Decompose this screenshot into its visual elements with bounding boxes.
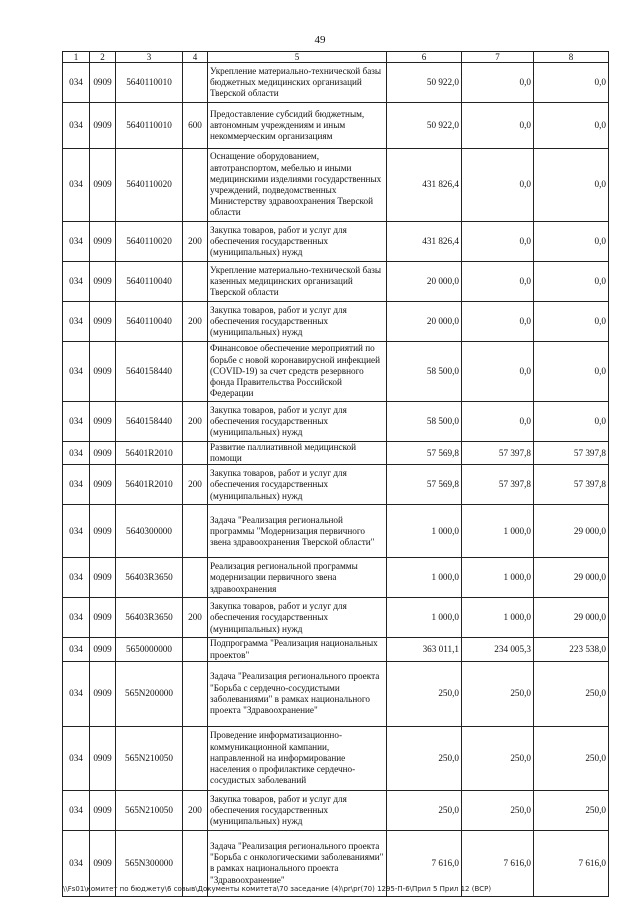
amount-cell: 250,0 (387, 661, 462, 726)
ministry-code-cell: 034 (63, 830, 90, 896)
amount-cell: 0,0 (534, 222, 609, 262)
amount-cell: 29 000,0 (534, 598, 609, 638)
amount-cell: 1 000,0 (387, 505, 462, 558)
amount-cell: 57 397,8 (462, 442, 534, 465)
table-row (63, 558, 609, 598)
description-cell: Задача "Реализация регионального проекта "Борьба с онкологическими заболеваниями" в рамках национального проекта "Здравоохранение" (208, 830, 387, 896)
expense-type-cell (183, 342, 208, 402)
amount-cell: 50 922,0 (387, 103, 462, 149)
column-header: 5 (208, 52, 387, 63)
amount-cell: 0,0 (534, 103, 609, 149)
amount-cell: 57 397,8 (462, 465, 534, 505)
ministry-code-cell: 034 (63, 790, 90, 830)
table-row (63, 465, 609, 505)
amount-cell: 0,0 (462, 342, 534, 402)
description-cell: Подпрограмма "Реализация национальных проектов" (208, 638, 387, 661)
column-header: 4 (183, 52, 208, 63)
table-header-row (63, 52, 609, 63)
table-row (63, 149, 609, 222)
section-code-cell: 0909 (90, 402, 116, 442)
ministry-code-cell: 034 (63, 262, 90, 302)
amount-cell: 29 000,0 (534, 505, 609, 558)
target-article-cell: 56403R3650 (116, 598, 183, 638)
description-cell: Укрепление материально-технической базы казенных медицинских организаций Тверской области (208, 262, 387, 302)
section-code-cell: 0909 (90, 505, 116, 558)
amount-cell: 0,0 (534, 262, 609, 302)
expense-type-cell: 200 (183, 302, 208, 342)
amount-cell: 0,0 (534, 342, 609, 402)
target-article-cell: 5640110040 (116, 302, 183, 342)
ministry-code-cell: 034 (63, 103, 90, 149)
amount-cell: 234 005,3 (462, 638, 534, 661)
amount-cell: 250,0 (462, 790, 534, 830)
description-cell: Закупка товаров, работ и услуг для обеспечения государственных (муниципальных) нужд (208, 790, 387, 830)
section-code-cell: 0909 (90, 342, 116, 402)
section-code-cell: 0909 (90, 726, 116, 790)
target-article-cell: 5640110040 (116, 262, 183, 302)
ministry-code-cell: 034 (63, 63, 90, 103)
ministry-code-cell: 034 (63, 149, 90, 222)
ministry-code-cell: 034 (63, 726, 90, 790)
amount-cell: 1 000,0 (462, 558, 534, 598)
column-header: 8 (534, 52, 609, 63)
section-code-cell: 0909 (90, 638, 116, 661)
section-code-cell: 0909 (90, 830, 116, 896)
amount-cell: 363 011,1 (387, 638, 462, 661)
amount-cell: 20 000,0 (387, 302, 462, 342)
amount-cell: 0,0 (534, 302, 609, 342)
target-article-cell: 565N200000 (116, 661, 183, 726)
target-article-cell: 5640110010 (116, 103, 183, 149)
expense-type-cell (183, 558, 208, 598)
expense-type-cell: 200 (183, 465, 208, 505)
section-code-cell: 0909 (90, 442, 116, 465)
amount-cell: 50 922,0 (387, 63, 462, 103)
amount-cell: 57 569,8 (387, 442, 462, 465)
amount-cell: 57 569,8 (387, 465, 462, 505)
target-article-cell: 5640110010 (116, 63, 183, 103)
expense-type-cell (183, 661, 208, 726)
amount-cell: 0,0 (534, 63, 609, 103)
section-code-cell: 0909 (90, 103, 116, 149)
ministry-code-cell: 034 (63, 558, 90, 598)
amount-cell: 250,0 (534, 726, 609, 790)
target-article-cell: 56401R2010 (116, 442, 183, 465)
expense-type-cell: 200 (183, 222, 208, 262)
amount-cell: 57 397,8 (534, 465, 609, 505)
amount-cell: 223 538,0 (534, 638, 609, 661)
ministry-code-cell: 034 (63, 465, 90, 505)
amount-cell: 250,0 (387, 726, 462, 790)
amount-cell: 0,0 (462, 149, 534, 222)
amount-cell: 1 000,0 (462, 598, 534, 638)
table-body (63, 63, 609, 897)
amount-cell: 0,0 (462, 103, 534, 149)
expense-type-cell (183, 638, 208, 661)
table-row (63, 598, 609, 638)
amount-cell: 57 397,8 (534, 442, 609, 465)
amount-cell: 0,0 (534, 149, 609, 222)
target-article-cell: 56403R3650 (116, 558, 183, 598)
amount-cell: 7 616,0 (462, 830, 534, 896)
amount-cell: 431 826,4 (387, 222, 462, 262)
ministry-code-cell: 034 (63, 342, 90, 402)
description-cell: Финансовое обеспечение мероприятий по борьбе с новой коронавирусной инфекцией (COVID-19) за счет средств резервного фонда Правительства Российской Федерации (208, 342, 387, 402)
description-cell: Реализация региональной программы модернизации первичного звена здравоохранения (208, 558, 387, 598)
page-number: 49 (314, 34, 326, 46)
target-article-cell: 5640110020 (116, 149, 183, 222)
expense-type-cell (183, 262, 208, 302)
table-row (63, 790, 609, 830)
table-row (63, 262, 609, 302)
expense-type-cell: 600 (183, 103, 208, 149)
amount-cell: 0,0 (534, 402, 609, 442)
ministry-code-cell: 034 (63, 505, 90, 558)
section-code-cell: 0909 (90, 222, 116, 262)
table-row (63, 442, 609, 465)
description-cell: Развитие паллиативной медицинской помощи (208, 442, 387, 465)
description-cell: Укрепление материально-технической базы бюджетных медицинских организаций Тверской области (208, 63, 387, 103)
table-row (63, 222, 609, 262)
target-article-cell: 565N300000 (116, 830, 183, 896)
target-article-cell: 5640158440 (116, 402, 183, 442)
table-row (63, 342, 609, 402)
target-article-cell: 5640300000 (116, 505, 183, 558)
target-article-cell: 565N210050 (116, 790, 183, 830)
section-code-cell: 0909 (90, 598, 116, 638)
amount-cell: 20 000,0 (387, 262, 462, 302)
expense-type-cell (183, 63, 208, 103)
description-cell: Закупка товаров, работ и услуг для обеспечения государственных (муниципальных) нужд (208, 465, 387, 505)
expense-type-cell: 200 (183, 790, 208, 830)
description-cell: Закупка товаров, работ и услуг для обеспечения государственных (муниципальных) нужд (208, 222, 387, 262)
table-row (63, 103, 609, 149)
expense-type-cell: 200 (183, 402, 208, 442)
target-article-cell: 5640158440 (116, 342, 183, 402)
table-row (63, 661, 609, 726)
expense-type-cell: 200 (183, 598, 208, 638)
description-cell: Закупка товаров, работ и услуг для обеспечения государственных (муниципальных) нужд (208, 598, 387, 638)
table-row (63, 302, 609, 342)
table-row (63, 638, 609, 661)
description-cell: Проведение информатизационно-коммуникационной кампании, направленной на информирование населения о профилактике сердечно-сосудистых заболеваний (208, 726, 387, 790)
section-code-cell: 0909 (90, 661, 116, 726)
section-code-cell: 0909 (90, 149, 116, 222)
amount-cell: 0,0 (462, 63, 534, 103)
amount-cell: 1 000,0 (387, 598, 462, 638)
column-header: 2 (90, 52, 116, 63)
amount-cell: 0,0 (462, 402, 534, 442)
table-row (63, 726, 609, 790)
description-cell: Задача "Реализация региональной программы "Модернизация первичного звена здравоохранения Тверской области" (208, 505, 387, 558)
column-header: 6 (387, 52, 462, 63)
ministry-code-cell: 034 (63, 661, 90, 726)
amount-cell: 250,0 (534, 790, 609, 830)
table-row (63, 505, 609, 558)
target-article-cell: 5640110020 (116, 222, 183, 262)
ministry-code-cell: 034 (63, 598, 90, 638)
amount-cell: 250,0 (462, 661, 534, 726)
section-code-cell: 0909 (90, 790, 116, 830)
amount-cell: 250,0 (462, 726, 534, 790)
ministry-code-cell: 034 (63, 442, 90, 465)
amount-cell: 1 000,0 (387, 558, 462, 598)
amount-cell: 0,0 (462, 302, 534, 342)
amount-cell: 0,0 (462, 222, 534, 262)
amount-cell: 58 500,0 (387, 342, 462, 402)
target-article-cell: 565N210050 (116, 726, 183, 790)
column-header: 1 (63, 52, 90, 63)
amount-cell: 250,0 (387, 790, 462, 830)
section-code-cell: 0909 (90, 63, 116, 103)
ministry-code-cell: 034 (63, 302, 90, 342)
section-code-cell: 0909 (90, 302, 116, 342)
description-cell: Оснащение оборудованием, автотранспортом, мебелью и иными медицинскими изделиями государственных учреждений, подведомственных Министерству здравоохранения Тверской области (208, 149, 387, 222)
expense-type-cell (183, 442, 208, 465)
amount-cell: 1 000,0 (462, 505, 534, 558)
description-cell: Задача "Реализация регионального проекта "Борьба с сердечно-сосудистыми заболеваниями" в рамках национального проекта "Здравоохранение" (208, 661, 387, 726)
ministry-code-cell: 034 (63, 402, 90, 442)
table-row (63, 402, 609, 442)
amount-cell: 7 616,0 (534, 830, 609, 896)
expense-type-cell (183, 726, 208, 790)
file-path-footer: \\Fs01\комитет по бюджету\6 созыв\Документы комитета\70 заседание (4)\pr\pr(70) 1295-П-6\Прил 5 Прил 12 (ВСР) (63, 885, 492, 893)
target-article-cell: 5650000000 (116, 638, 183, 661)
amount-cell: 0,0 (462, 262, 534, 302)
expense-type-cell (183, 149, 208, 222)
description-cell: Закупка товаров, работ и услуг для обеспечения государственных (муниципальных) нужд (208, 402, 387, 442)
column-header: 7 (462, 52, 534, 63)
ministry-code-cell: 034 (63, 638, 90, 661)
amount-cell: 250,0 (534, 661, 609, 726)
target-article-cell: 56401R2010 (116, 465, 183, 505)
budget-table (62, 51, 609, 897)
column-header: 3 (116, 52, 183, 63)
section-code-cell: 0909 (90, 558, 116, 598)
section-code-cell: 0909 (90, 262, 116, 302)
description-cell: Закупка товаров, работ и услуг для обеспечения государственных (муниципальных) нужд (208, 302, 387, 342)
amount-cell: 58 500,0 (387, 402, 462, 442)
expense-type-cell (183, 505, 208, 558)
table-row (63, 63, 609, 103)
description-cell: Предоставление субсидий бюджетным, автономным учреждениям и иным некоммерческим организациям (208, 103, 387, 149)
amount-cell: 29 000,0 (534, 558, 609, 598)
ministry-code-cell: 034 (63, 222, 90, 262)
section-code-cell: 0909 (90, 465, 116, 505)
amount-cell: 431 826,4 (387, 149, 462, 222)
amount-cell: 7 616,0 (387, 830, 462, 896)
